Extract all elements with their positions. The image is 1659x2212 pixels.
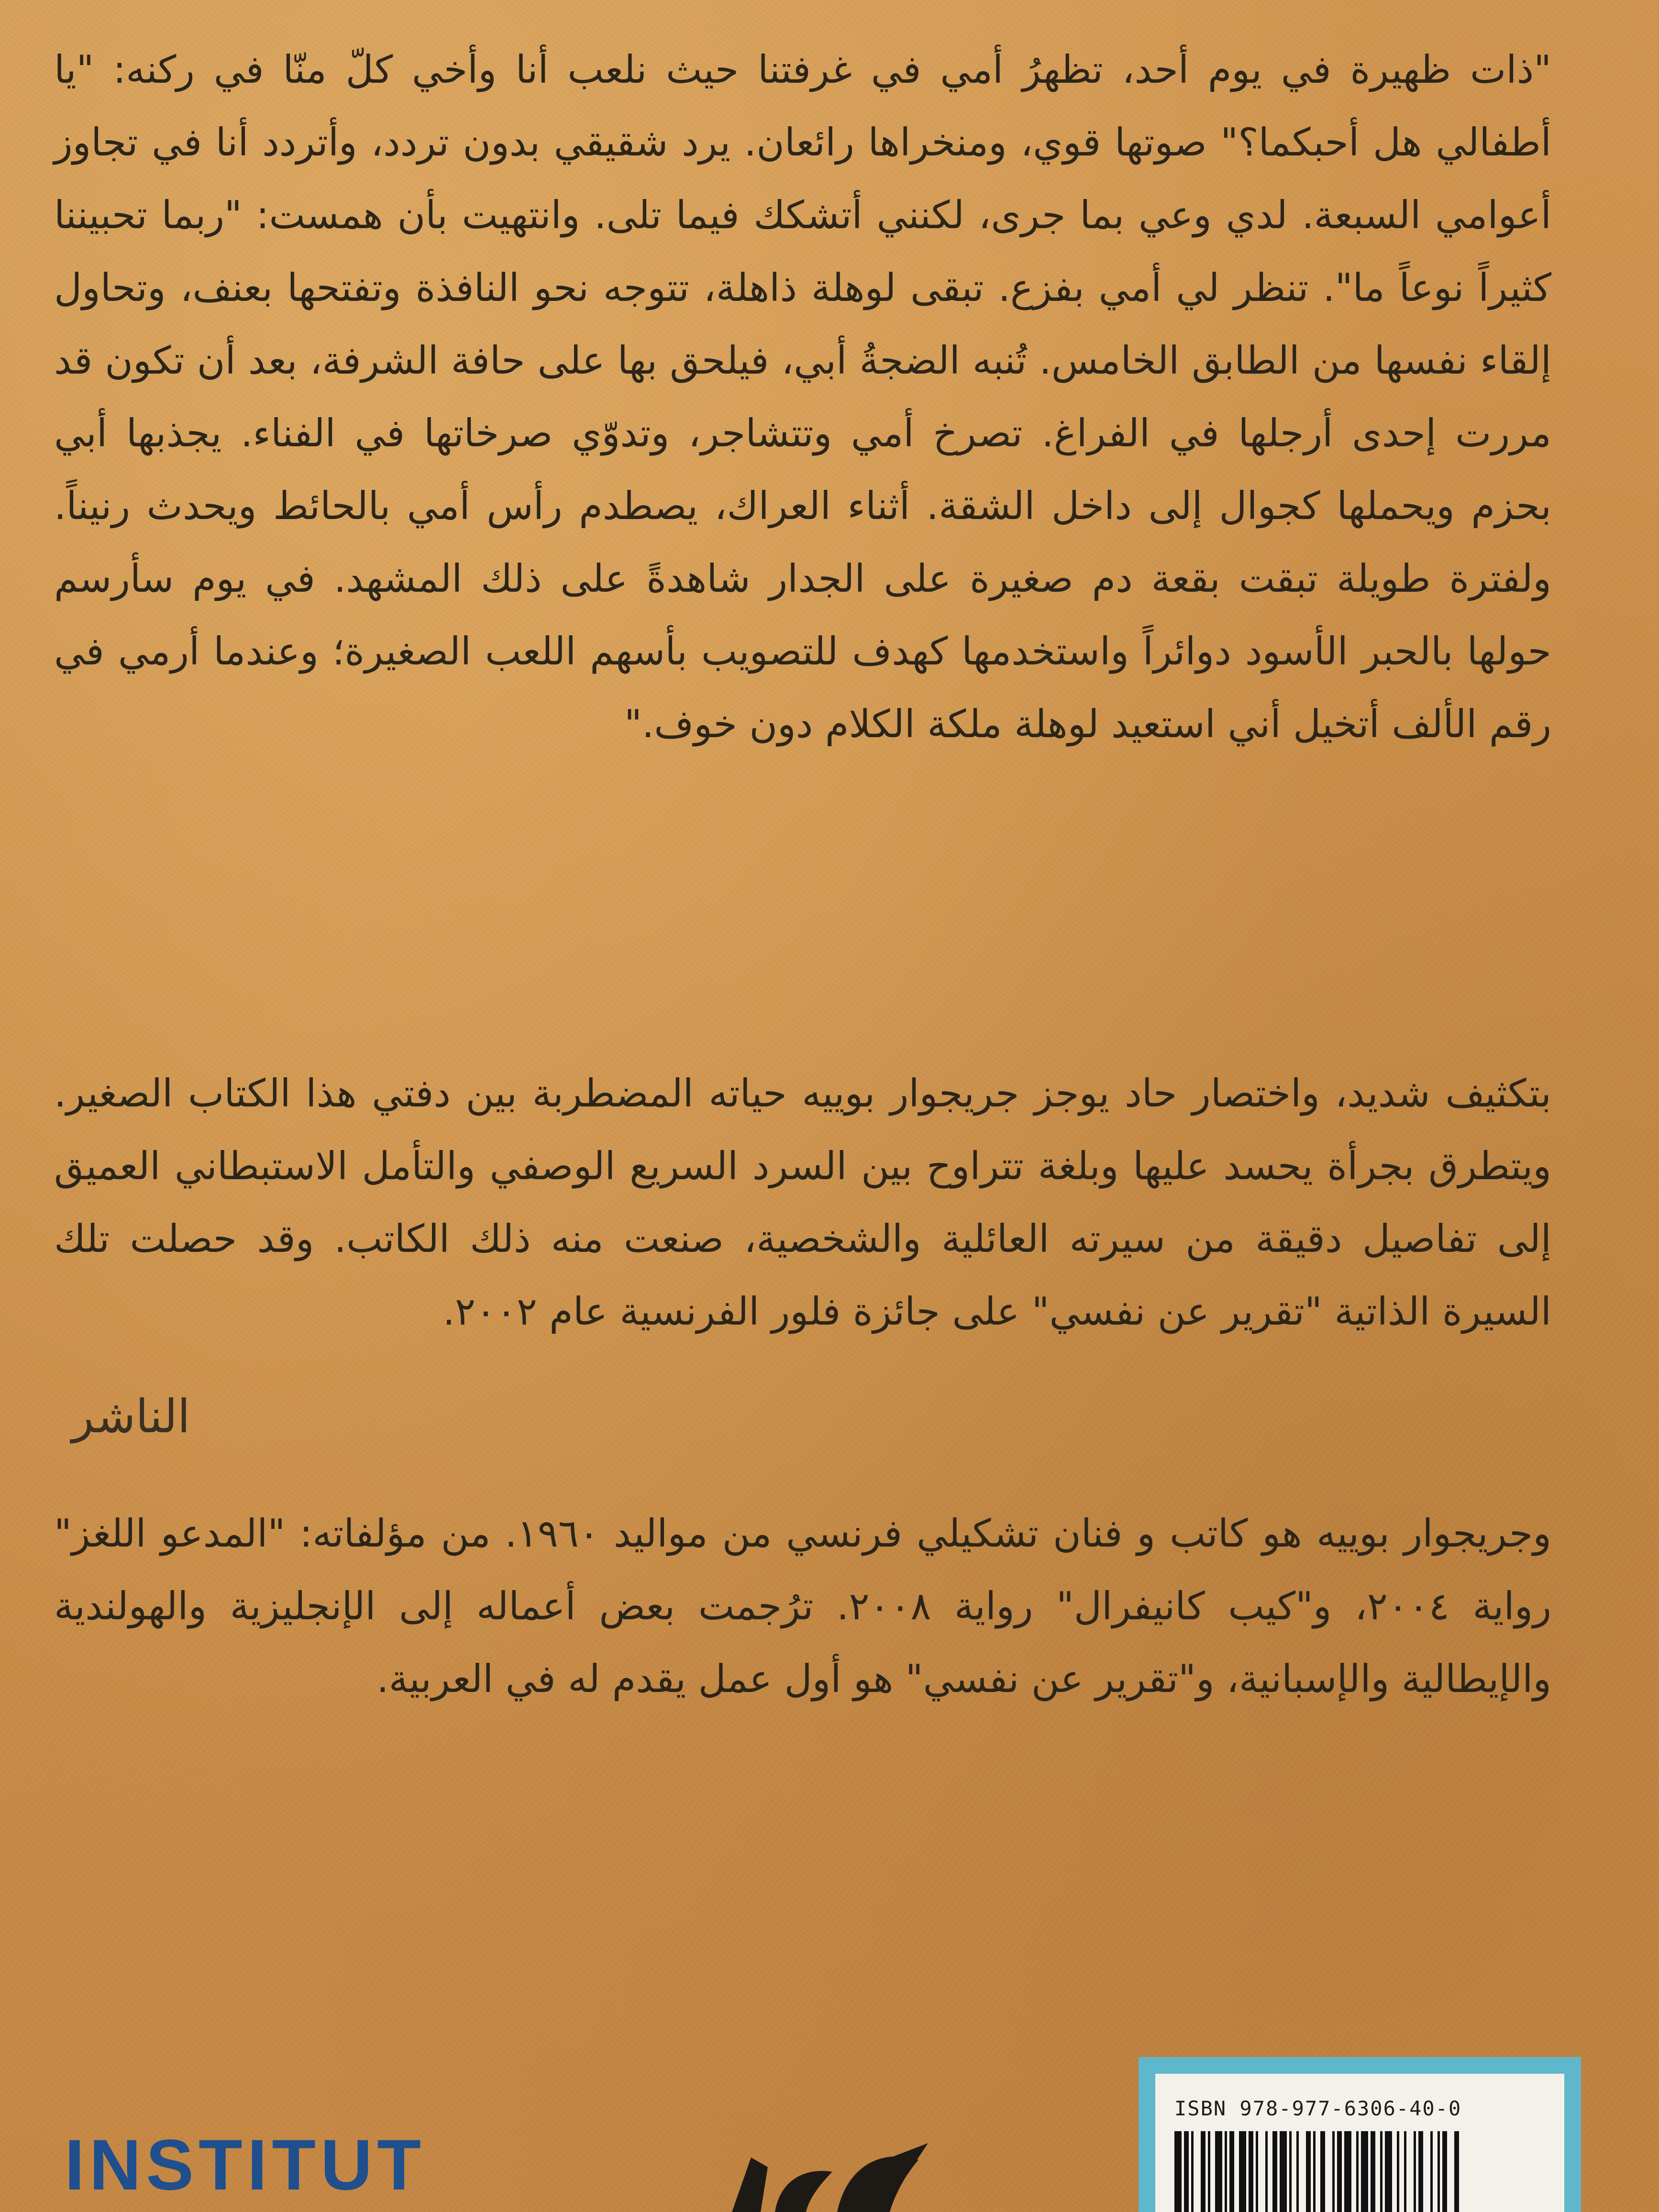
- excerpt-quote: "ذات ظهيرة في يوم أحد، تظهرُ أمي في غرفتنا حيث نلعب أنا وأخي كلّ منّا في ركنه: "يا أطفالي هل أحبكما؟" صوتها قوي، ومنخراها رائعان. يرد شقيقي بدون تردد، وأتردد أنا في تجاوز أعوامي السبعة. لدي وعي بما جرى، لكنني أتشكك فيما تلى. وانتهيت بأن همست: "ربما تحبيننا كثيراً نوعاً ما". تنظر لي أمي بفزع. تبقى لوهلة ذاهلة، تتوجه نحو النافذة وتفتحها بعنف، وتحاول إلقاء نفسها من الطابق الخامس. تُنبه الضجةُ أبي، فيلحق بها على حافة الشرفة، بعد أن تكون قد مررت إحدى أرجلها في الفراغ. تصرخ أمي وتتشاجر، وتدوّي صرخاتها في الفناء. يجذبها أبي بحزم ويحملها كجوال إلى داخل الشقة. أثناء العراك، يصطدم رأس أمي بالحائط ويحدث رنيناً. ولفترة طويلة تبقت بقعة دم صغيرة على الجدار شاهدةً على ذلك المشهد. في يوم سأرسم حولها بالحبر الأسود دوائراً واستخدمها كهدف للتصويب بأسهم اللعب الصغيرة؛ وعندما أرمي في رقم الألف أتخيل أني استعيد لوهلة ملكة الكلام دون خوف.": [54, 33, 1551, 761]
- isbn-number: ISBN 978-977-6306-40-0: [1174, 2097, 1461, 2120]
- publisher-signature: الناشر: [72, 1390, 190, 1443]
- author-bio: وجريجوار بوييه هو كاتب و فنان تشكيلي فرنسي من مواليد ١٩٦٠. من مؤلفاته: "المدعو اللغز" رواية ٢٠٠٤، و"كيب كانيفرال" رواية ٢٠٠٨. ترُجمت بعض أعماله إلى الإنجليزية والهولندية والإيطالية والإسبانية، و"تقرير عن نفسي" هو أول عمل يقدم له في العربية.: [54, 1497, 1551, 1715]
- institut-logo: INSTITUT: [65, 2129, 426, 2201]
- book-summary: بتكثيف شديد، واختصار حاد يوجز جريجوار بوييه حياته المضطربة بين دفتي هذا الكتاب الصغير. ويتطرق بجرأة يحسد عليها وبلغة تتراوح بين السرد السريع الوصفي والتأمل الاستبطاني العميق إلى تفاصيل دقيقة من سيرته العائلية والشخصية، صنعت منه ذلك الكاتب. وقد حصلت تلك السيرة الذاتية "تقرير عن نفسي" على جائزة فلور الفرنسية عام ٢٠٠٢.: [54, 1057, 1551, 1348]
